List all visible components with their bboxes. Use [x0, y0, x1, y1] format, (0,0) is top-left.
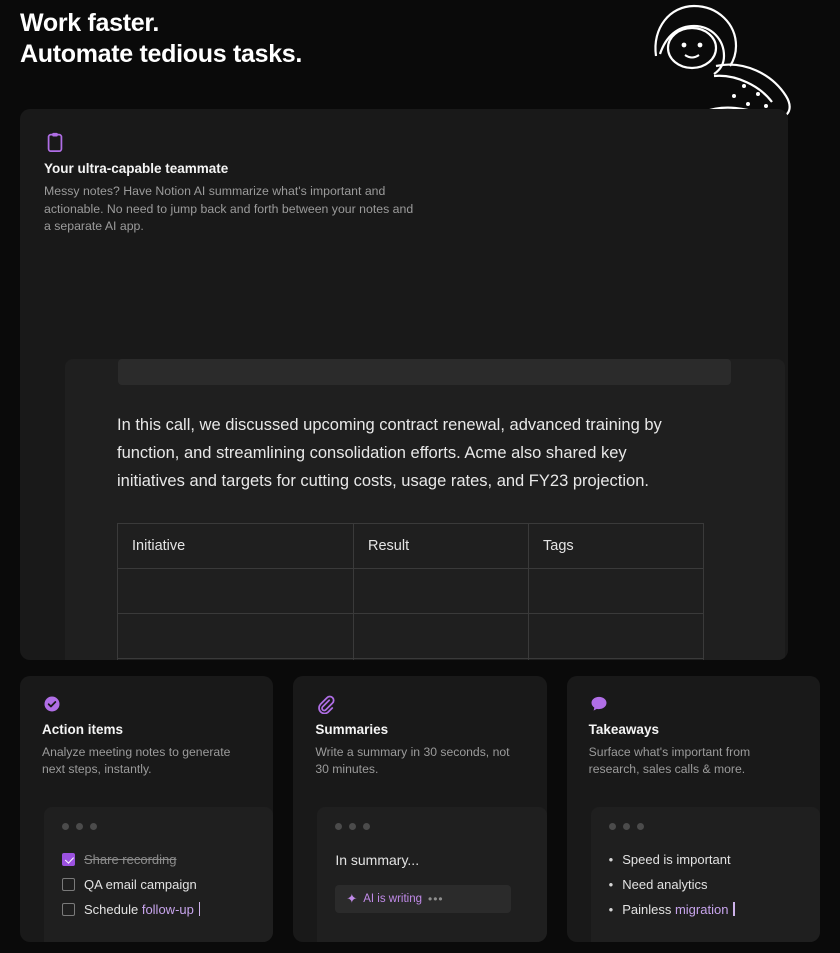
card-title: Takeaways [588, 722, 659, 737]
card-summaries[interactable] [293, 676, 546, 942]
feature-header [20, 109, 788, 236]
editor-toolbar-placeholder [118, 359, 731, 385]
checkbox[interactable] [62, 903, 75, 916]
feature-card [20, 109, 788, 660]
bullets-mock [591, 807, 820, 942]
table-cell[interactable] [529, 569, 704, 614]
checklist-label: Share recording [84, 852, 177, 867]
bullet-label: Speed is important [622, 852, 731, 867]
table-header-initiative: Initiative [118, 524, 354, 569]
card-title: Summaries [315, 722, 389, 737]
window-dots [609, 823, 802, 830]
ai-status-text: AI is writing [363, 893, 423, 905]
table-cell[interactable] [529, 659, 704, 661]
table-header-result: Result [354, 524, 529, 569]
initiatives-table [117, 523, 704, 660]
clipboard-icon [44, 131, 66, 153]
editor-mock [65, 359, 785, 660]
table-header-row [118, 524, 704, 569]
card-header [293, 676, 546, 778]
bullet-dot-icon: • [608, 902, 614, 917]
feature-description: Messy notes? Have Notion AI summarize what's important and actionable. No need to jump back and forth between your notes and a separate AI app. [44, 184, 414, 233]
checklist-item[interactable] [62, 902, 255, 917]
window-dots [335, 823, 528, 830]
table-cell[interactable] [354, 569, 529, 614]
table-cell[interactable] [529, 614, 704, 659]
bullet-label [622, 902, 735, 917]
feature-title: Your ultra-capable teammate [44, 161, 229, 176]
table-row[interactable] [118, 659, 704, 661]
sparkle-icon: ✦ [346, 891, 358, 906]
bullet-item[interactable] [609, 877, 802, 892]
checklist-label-static: Schedule [84, 902, 142, 917]
window-dots [62, 823, 255, 830]
table-cell[interactable] [118, 569, 354, 614]
table-cell[interactable] [118, 659, 354, 661]
text-caret [199, 902, 201, 916]
table-cell[interactable] [354, 614, 529, 659]
card-title: Action items [42, 722, 124, 737]
hero-heading [20, 8, 620, 70]
editor-body [117, 411, 755, 660]
card-action-items[interactable] [20, 676, 273, 942]
hero-line-2: Automate tedious tasks. [20, 40, 303, 68]
card-header [20, 676, 273, 778]
checklist-mock [44, 807, 273, 942]
bullet-label-static: Painless [622, 902, 675, 917]
checklist-item[interactable] [62, 852, 255, 867]
card-takeaways[interactable] [567, 676, 820, 942]
bullet-item[interactable] [609, 852, 802, 867]
table-row[interactable] [118, 614, 704, 659]
text-caret [733, 902, 735, 916]
chat-bubble-icon [589, 694, 609, 714]
check-circle-icon [42, 694, 62, 714]
bullet-label-typed: migration [674, 902, 729, 917]
bullet-label: Need analytics [622, 877, 708, 892]
loading-dots: ••• [428, 892, 444, 906]
paperclip-icon [315, 694, 335, 714]
checkbox[interactable] [62, 878, 75, 891]
card-description: Surface what's important from research, sales calls & more. [588, 745, 751, 776]
card-header [567, 676, 820, 778]
bullet-dot-icon: • [608, 877, 614, 892]
table-header-tags: Tags [529, 524, 704, 569]
editor-paragraph: In this call, we discussed upcoming contract renewal, advanced training by function, and streamlining consolidation efforts. Acme also shared key initiatives and targets for cutting costs, usage rates, and FY23 projection. [117, 416, 662, 490]
bullet-dot-icon: • [608, 852, 614, 867]
checklist-item[interactable] [62, 877, 255, 892]
bullet-item[interactable] [609, 902, 802, 917]
checklist-label: QA email campaign [84, 877, 197, 892]
summary-text: In summary... [335, 852, 420, 868]
ai-status-bar-mini [335, 885, 510, 913]
feature-cards-row [20, 676, 820, 942]
card-description: Write a summary in 30 seconds, not 30 minutes. [315, 745, 510, 776]
checkbox-checked[interactable] [62, 853, 75, 866]
table-row[interactable] [118, 569, 704, 614]
card-description: Analyze meeting notes to generate next steps, instantly. [42, 745, 231, 776]
table-cell[interactable] [354, 659, 529, 661]
summary-mock [317, 807, 546, 942]
checklist-label [84, 902, 200, 917]
checklist-label-typed: follow-up [141, 902, 194, 917]
table-cell[interactable] [118, 614, 354, 659]
hero-line-1: Work faster. [20, 9, 160, 37]
